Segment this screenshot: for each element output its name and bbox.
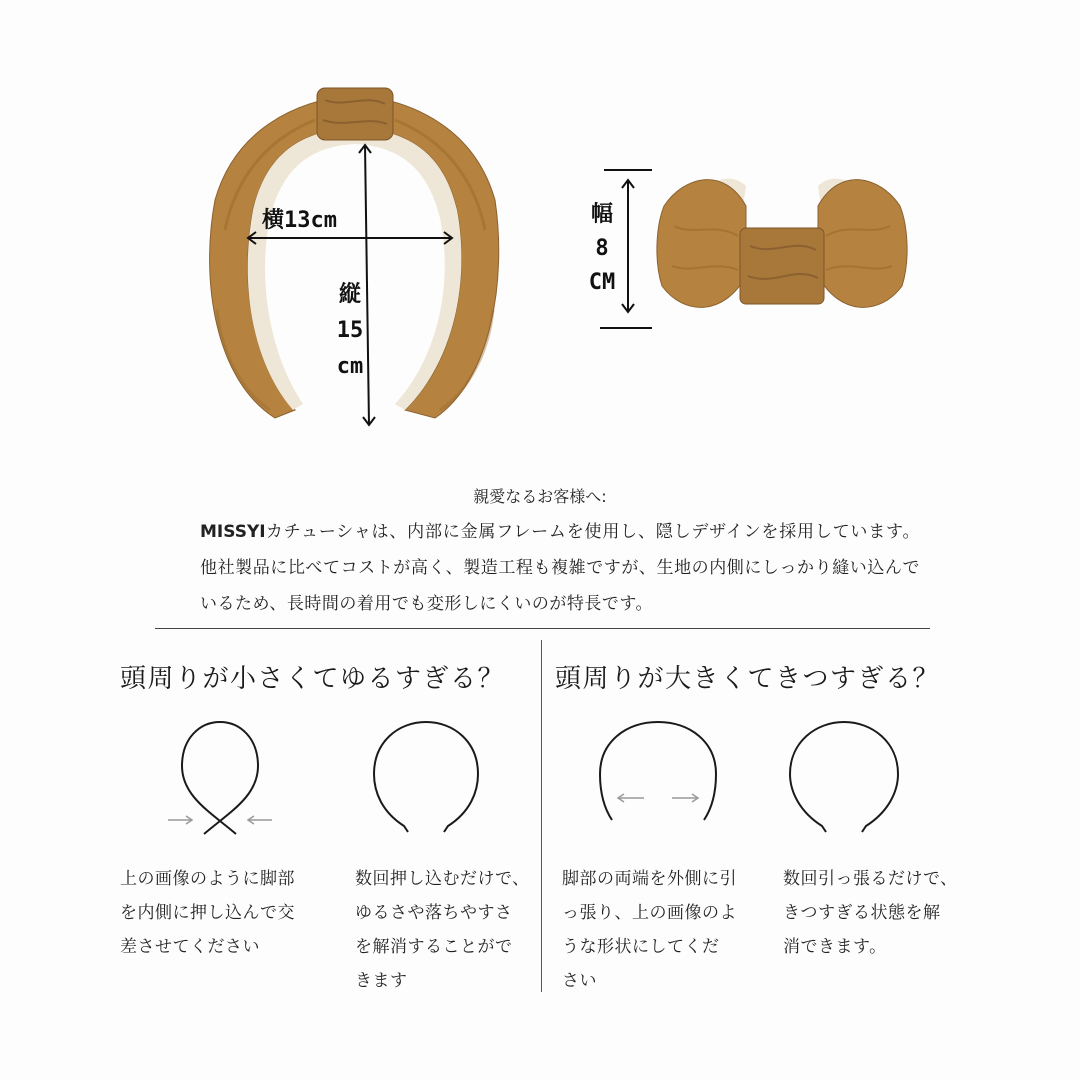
tip-line: 脚部の両端を外側に引: [562, 869, 737, 889]
tip-line: を内側に押し込んで交: [120, 903, 295, 923]
band-label-line: 幅: [590, 202, 613, 227]
height-label-line: cm: [336, 354, 364, 379]
width-dimension-label: 横13cm: [262, 208, 337, 233]
tip-line: うな形状にしてくだ: [562, 937, 720, 957]
band-label-line: 8: [595, 236, 609, 261]
dimension-arrows: [0, 0, 1080, 440]
tip-line: 上の画像のように脚部: [120, 869, 295, 889]
loose-tip-1: [120, 862, 295, 964]
band-label-line: CM: [588, 270, 616, 295]
tip-line: 数回押し込むだけで、: [355, 869, 530, 889]
tip-line: さい: [562, 971, 597, 991]
intro-body-text: カチューシャは、内部に金属フレームを使用し、隠しデザインを採用しています。他社製品に比べてコストが高く、製造工程も複雑ですが、生地の内側にしっかり縫い込んでいるため、長時間の着用でも変形しにくいのが特長です。: [200, 522, 920, 614]
tip-line: 消できます。: [783, 937, 887, 957]
brand-name: MISSYI: [200, 522, 266, 542]
bow-left-lobe: [657, 180, 746, 308]
tip-line: っ張り、上の画像のよ: [562, 903, 737, 923]
height-label-line: 15: [336, 318, 364, 343]
intro-body: [200, 514, 920, 622]
loose-tip-2: [355, 862, 530, 998]
crossed-wire-icon: [160, 716, 280, 840]
tight-tip-2: [783, 862, 958, 964]
tip-line: を解消することがで: [355, 937, 513, 957]
band-width-label: [584, 204, 620, 294]
intro-title: 親愛なるお客様へ:: [473, 487, 607, 506]
tip-line: 差させてください: [120, 937, 260, 957]
height-dimension-label: [332, 284, 368, 378]
vertical-divider: [541, 640, 542, 992]
spread-wire-icon: [596, 716, 720, 826]
tip-line: 数回引っ張るだけで、: [783, 869, 958, 889]
loose-heading: 頭周りが小さくてゆるすぎる？: [120, 664, 506, 694]
tight-tip-1: [562, 862, 737, 998]
tip-line: きつすぎる状態を解: [783, 903, 941, 923]
normal-wire-icon: [782, 716, 906, 840]
tip-line: きます: [355, 971, 408, 991]
bow-knot: [740, 228, 824, 304]
headband-bow-illustration: [654, 166, 910, 326]
normal-wire-icon: [366, 716, 486, 840]
horizontal-divider: [155, 628, 930, 629]
tight-heading: 頭周りが大きくてきつすぎる？: [555, 664, 941, 694]
tip-line: ゆるさや落ちやすさ: [355, 903, 513, 923]
bow-right-lobe: [818, 180, 907, 308]
height-label-line: 縦: [338, 282, 361, 307]
